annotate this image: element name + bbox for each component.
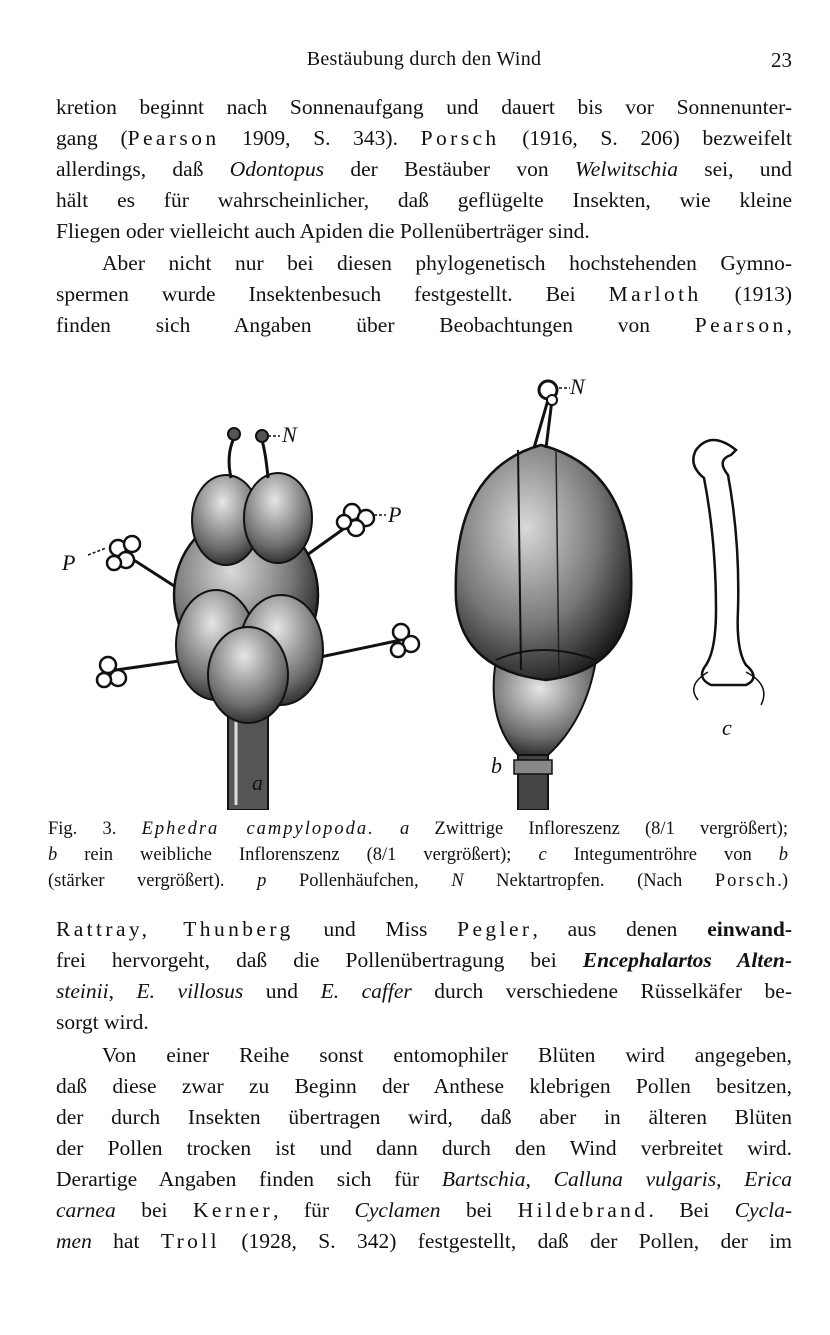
text-line: Aber nicht nur bei diesen phylogenetisch hochstehenden Gymno-	[102, 251, 792, 275]
text-line: men hat Troll (1928, S. 342) festgestellt, daß der Pollen, der im	[56, 1229, 792, 1253]
genus-name: Welwitschia	[574, 157, 678, 181]
text-line: der durch Insekten übertragen wird, daß aber in älteren Blüten	[56, 1105, 792, 1129]
text-line: steinii, E. villosus und E. caffer durch verschiedene Rüsselkäfer be-	[56, 979, 793, 1003]
text-line: der Pollen trocken ist und dann durch den Wind verbreitet wird.	[56, 1136, 792, 1160]
author-name: Kerner	[192, 1198, 274, 1222]
genus-name: men	[56, 1229, 92, 1253]
caption-line: Fig. 3. Ephedra campylopoda. a Zwittrige Infloreszenz (8/1 vergrößert);	[48, 819, 789, 839]
figure-3	[56, 360, 796, 810]
page-header	[56, 48, 792, 78]
text-line: Von einer Reihe sonst entomophiler Blüten wird angegeben,	[102, 1043, 792, 1067]
genus-name: Odontopus	[229, 157, 325, 181]
label-b: b	[491, 753, 502, 778]
text-line: Rattray, Thunberg und Miss Pegler, aus denen einwand-	[56, 917, 793, 941]
genus-name: E. caffer	[320, 979, 412, 1003]
drawing-a	[61, 422, 419, 810]
drawing-b	[456, 374, 632, 810]
text-line: sorgt wird.	[56, 1010, 149, 1034]
genus-name: Encephalartos Alten-	[582, 948, 793, 972]
text-line: carnea bei Kerner, für Cyclamen bei Hildebrand. Bei Cycla-	[56, 1198, 792, 1222]
author-name: Marloth	[608, 282, 702, 306]
genus-name: Calluna vulgaris	[553, 1167, 717, 1191]
paragraph-3	[56, 914, 792, 1038]
label-n-b: N	[570, 374, 585, 399]
figure-illustration	[56, 360, 796, 810]
genus-name: carnea	[56, 1198, 116, 1222]
text-line: Fliegen oder vielleicht auch Apiden die Pollenüberträger sind.	[56, 219, 590, 243]
species-name: Ephedra campylopoda.	[141, 819, 375, 839]
paragraph-4	[56, 1040, 792, 1257]
caption-line: (stärker vergrößert). p Pollenhäufchen, N Nektartropfen. (Nach Porsch.)	[48, 871, 789, 891]
genus-name: Erica	[744, 1167, 792, 1191]
author-name: Porsch	[420, 126, 500, 150]
text-line: finden sich Angaben über Beobachtungen von Pearson,	[56, 313, 792, 337]
text-line: kretion beginnt nach Sonnenaufgang und dauert bis vor Sonnenunter-	[56, 95, 792, 119]
label-a: a	[252, 770, 263, 795]
author-name: Pearson	[694, 313, 787, 337]
label-c: c	[722, 715, 732, 740]
genus-name: E. villosus	[136, 979, 244, 1003]
author-name: Hildebrand	[517, 1198, 649, 1222]
paragraph-1	[56, 92, 792, 247]
text-line: Derartige Angaben finden sich für Bartschia, Calluna vulgaris, Erica	[56, 1167, 792, 1191]
label-p-left: P	[62, 550, 76, 575]
running-head: Bestäubung durch den Wind	[306, 48, 542, 70]
genus-name: Bartschia	[441, 1167, 526, 1191]
text-line: hält es für wahrscheinlicher, daß geflügelte Insekten, wie kleine	[56, 188, 792, 212]
figure-caption	[48, 816, 788, 894]
drawing-c	[693, 440, 764, 740]
page-number: 23	[771, 48, 792, 72]
text-line: daß diese zwar zu Beginn der Anthese klebrigen Pollen besitzen,	[56, 1074, 792, 1098]
genus-name: Cyclamen	[354, 1198, 441, 1222]
genus-name: Cycla-	[734, 1198, 792, 1222]
paragraph-2	[56, 248, 792, 341]
text-line: frei hervorgeht, daß die Pollenübertragung bei Encephalartos Alten-	[56, 948, 793, 972]
label-p-right: P	[388, 502, 402, 527]
author-name: Porsch	[714, 871, 778, 891]
author-name: Pearson	[127, 126, 220, 150]
author-name: Pegler	[457, 917, 533, 941]
author-name: Rattray, Thunberg	[56, 917, 294, 941]
caption-line: b rein weibliche Inflorenszenz (8/1 vergrößert); c Integumentröhre von b	[48, 845, 788, 865]
label-n-a: N	[282, 422, 297, 447]
text-line: gang (Pearson 1909, S. 343). Porsch (1916, S. 206) bezweifelt	[56, 126, 792, 150]
text-line: allerdings, daß Odontopus der Bestäuber von Welwitschia sei, und	[56, 157, 793, 181]
genus-name: steinii	[56, 979, 109, 1003]
text-line: spermen wurde Insektenbesuch festgestellt. Bei Marloth (1913)	[56, 282, 792, 306]
author-name: Troll	[160, 1229, 221, 1253]
